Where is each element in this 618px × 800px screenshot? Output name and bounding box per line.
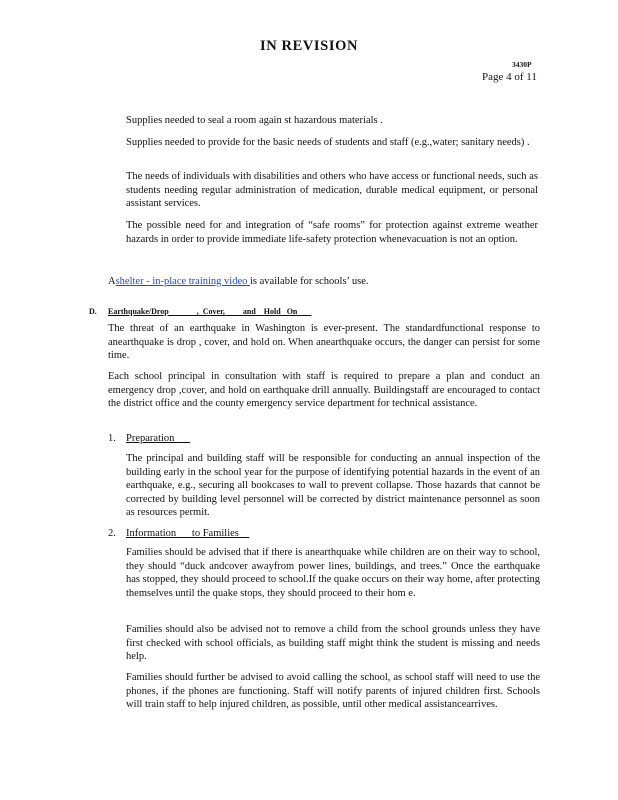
list-item-text: Supplies needed to seal a room again st hazardous materials . [126,115,383,126]
shelter-suffix: is available for schools’ use. [250,276,369,287]
section-heading: Earthquake/Drop , Cover, and Hold On [108,307,312,316]
list-item-text: The needs of individuals with disabilities and others who have access or functional needs, such as students needing regular administration of medication, durable medical equipment, or personal assistant services. [126,171,538,210]
page-number: Page 4 of 11 [482,71,537,83]
list-item-text: Supplies needed to provide for the basic needs of students and staff (e.g.,water; sanitary needs) . [126,137,530,148]
page-title: IN REVISION [259,38,359,54]
document-code: 3430P [512,60,532,69]
subheading-information-to-families: Information to Families [126,528,250,539]
section-paragraph: Each school principal in consultation with staff is required to prepare a plan and conduct an emergency drop ,cover, and hold on earthquake drill annually. Buildingstaff are encouraged to contact the district office and the county emergency service department for technical assistance. [108,371,540,410]
item-paragraph: Families should further be advised to avoid calling the school, as school staff will need to use the phones, if the phones are functioning. Staff will notify parents of injured children first. Schools will train staff to help injured children, as possible, until other medical assistancearrives. [126,672,540,711]
item-paragraph: Families should also be advised not to remove a child from the school grounds unless they have first checked with school officials, as building staff might think the student is missing and needs help. [126,624,540,663]
item-paragraph: The principal and building staff will be responsible for conducting an annual inspection of the building early in the school year for the purpose of identifying potential hazards in the event of an earthquake, e.g., securing all bookcases to wall to prevent collapse. Those hazards that cannot be corrected by building level personnel will be corrected by district maintenance personnel as soon as resources permit. [126,453,540,519]
item-paragraph: Families should be advised that if there is anearthquake while children are on their way to school, they should “duck andcover awayfrom power lines, buildings, and trees.” Once the earthquake has stopped, they should proceed to school.If the quake occurs on their way home, after protecting themselves until the quake stops, they should proceed to their hom e. [126,547,540,599]
shelter-training-video-link[interactable]: shelter - in-place training video [115,276,251,287]
subheading-preparation: Preparation [126,433,191,444]
section-paragraph: The threat of an earthquake in Washington is ever-present. The standardfunctional response to anearthquake is drop , cover, and hold on. When anearthquake occurs, the danger can persist for some time. [108,323,540,362]
item-number: 1. [108,433,116,444]
item-number: 2. [108,528,116,539]
shelter-video-note [108,275,540,289]
list-item-text: The possible need for and integration of “safe rooms” for protection against extreme weather hazards in order to provide immediate life-safety protection whenevacuation is not an option. [126,220,538,245]
section-letter: D. [89,307,97,316]
shelter-prefix: A [108,276,116,287]
